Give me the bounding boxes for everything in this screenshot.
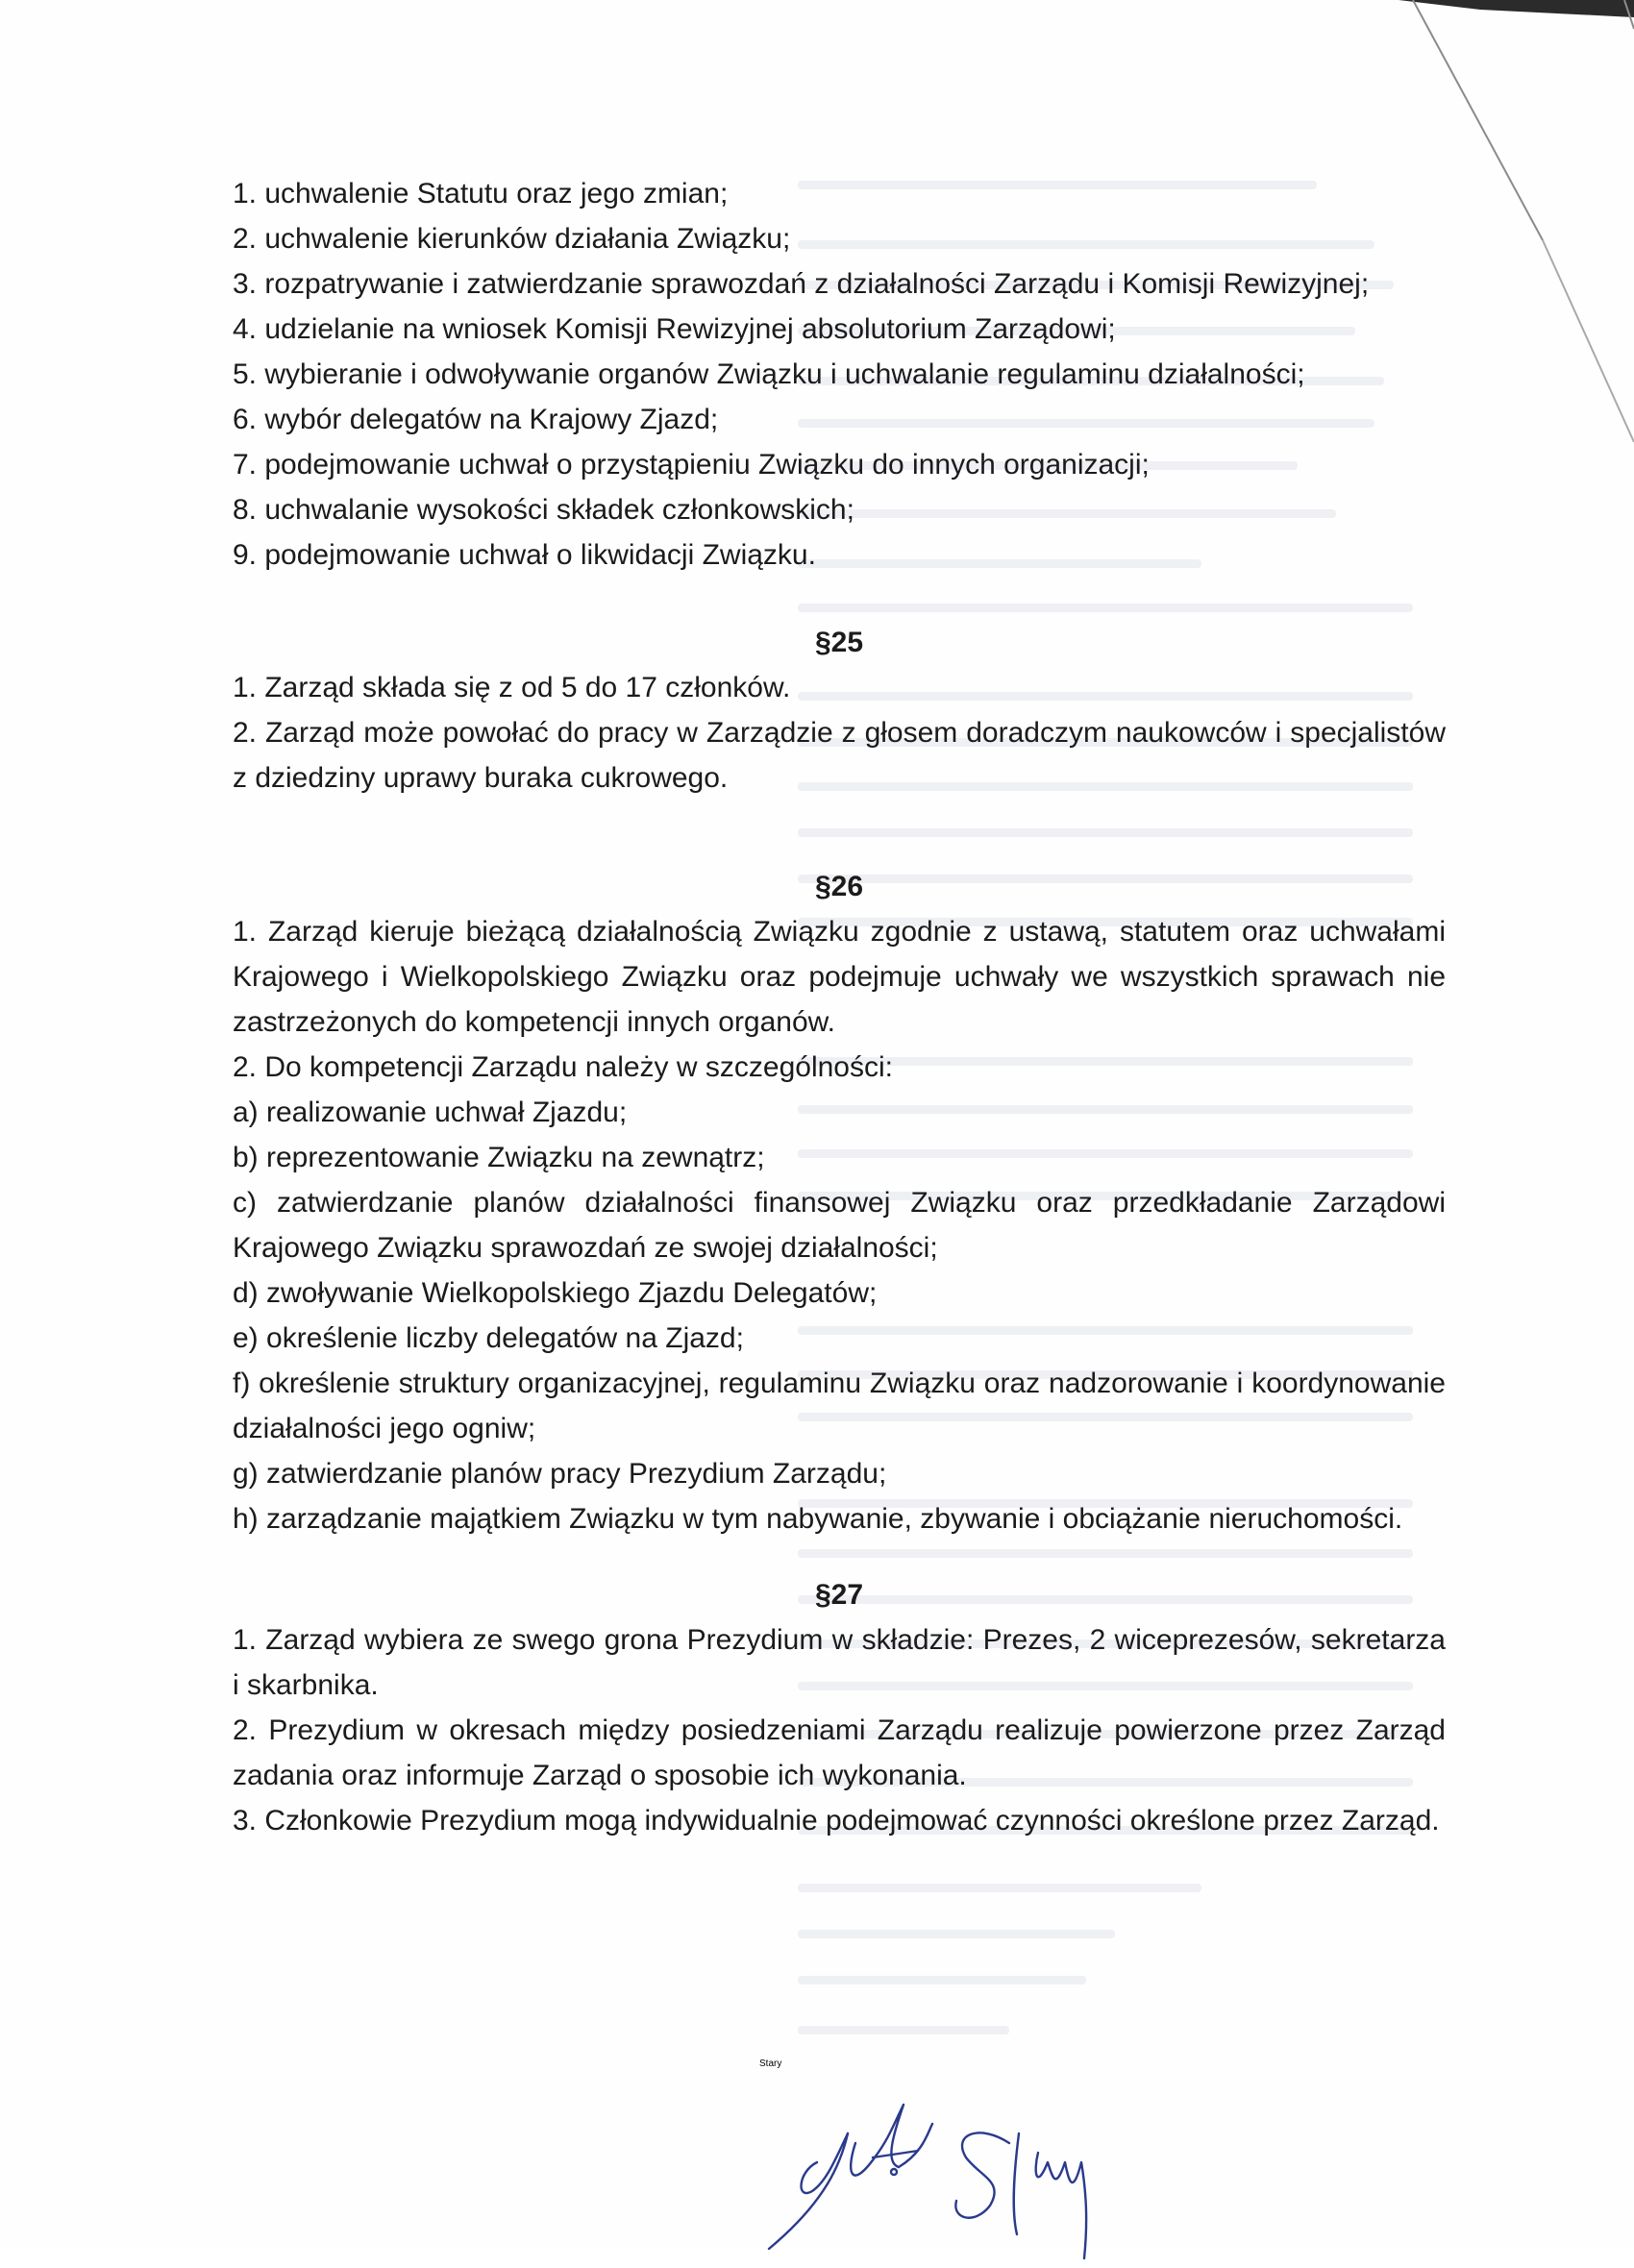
list-item: f) określenie struktury organizacyjnej, regulaminu Związku oraz nadzorowanie i koordynowanie działalności jego ogniw; (233, 1368, 1446, 1444)
paragraph: 2. Do kompetencji Zarządu należy w szczególności: (233, 1051, 893, 1083)
list-item: c) zatwierdzanie planów działalności finansowej Związku oraz przedkładanie Zarządowi Krajowego Związku sprawozdań ze swojej działalności; (233, 1187, 1446, 1264)
statute-text (233, 171, 1446, 1843)
section-27 (233, 1572, 1446, 1843)
list-item: 6. wybór delegatów na Krajowy Zjazd; (233, 404, 719, 435)
paragraph: 3. Członkowie Prezydium mogą indywidualnie podejmować czynności określone przez Zarząd. (233, 1805, 1440, 1837)
paragraph: 2. Zarząd może powołać do pracy w Zarządzie z głosem doradczym naukowców i specjalistów z dziedziny uprawy buraka cukrowego. (233, 717, 1446, 794)
section-heading: §27 (814, 1579, 864, 1611)
list-item: 4. udzielanie na wniosek Komisji Rewizyjnej absolutorium Zarządowi; (233, 313, 1116, 345)
section-26 (233, 864, 1446, 1541)
list-item: d) zwoływanie Wielkopolskiego Zjazdu Delegatów; (233, 1277, 878, 1309)
paragraph: 1. Zarząd składa się z od 5 do 17 członków. (233, 672, 791, 703)
paragraph: 1. Zarząd wybiera ze swego grona Prezydium w składzie: Prezes, 2 wiceprezesów, sekretarza i skarbnika. (233, 1624, 1446, 1701)
signature-strokes (769, 2105, 1086, 2258)
signature-text: Stary (759, 2058, 782, 2069)
list-item: 3. rozpatrywanie i zatwierdzanie sprawozdań z działalności Zarządu i Komisji Rewizyjnej; (233, 268, 1370, 300)
handwritten-signature (759, 2058, 1134, 2268)
list-item: a) realizowanie uchwał Zjazdu; (233, 1097, 628, 1128)
list-item: 7. podejmowanie uchwał o przystąpieniu Związku do innych organizacji; (233, 449, 1150, 481)
paragraph: 2. Prezydium w okresach między posiedzeniami Zarządu realizuje powierzone przez Zarząd zadania oraz informuje Zarząd o sposobie ich wykonania. (233, 1714, 1446, 1791)
list-item: e) określenie liczby delegatów na Zjazd; (233, 1322, 744, 1354)
list-item: 9. podejmowanie uchwał o likwidacji Związku. (233, 539, 816, 571)
section-heading: §26 (814, 871, 864, 902)
section-25 (233, 620, 1446, 801)
list-item: 1. uchwalenie Statutu oraz jego zmian; (233, 178, 729, 210)
list-item: h) zarządzanie majątkiem Związku w tym nabywanie, zbywanie i obciążanie nieruchomości. (233, 1503, 1403, 1535)
section-heading: §25 (814, 627, 864, 658)
paragraph: 1. Zarząd kieruje bieżącą działalnością Związku zgodnie z ustawą, statutem oraz uchwałami Krajowego i Wielkopolskiego Związku oraz podejmuje uchwały we wszystkich sprawach nie zastrzeżonych do kompetencji innych organów. (233, 916, 1446, 1038)
list-item: 5. wybieranie i odwoływanie organów Związku i uchwalanie regulaminu działalności; (233, 358, 1305, 390)
list-item: 8. uchwalanie wysokości składek członkowskich; (233, 494, 854, 526)
list-item: b) reprezentowanie Związku na zewnątrz; (233, 1142, 765, 1173)
list-item: 2. uchwalenie kierunków działania Związku; (233, 223, 791, 255)
section-24-list (233, 171, 1446, 578)
list-item: g) zatwierdzanie planów pracy Prezydium Zarządu; (233, 1458, 887, 1490)
